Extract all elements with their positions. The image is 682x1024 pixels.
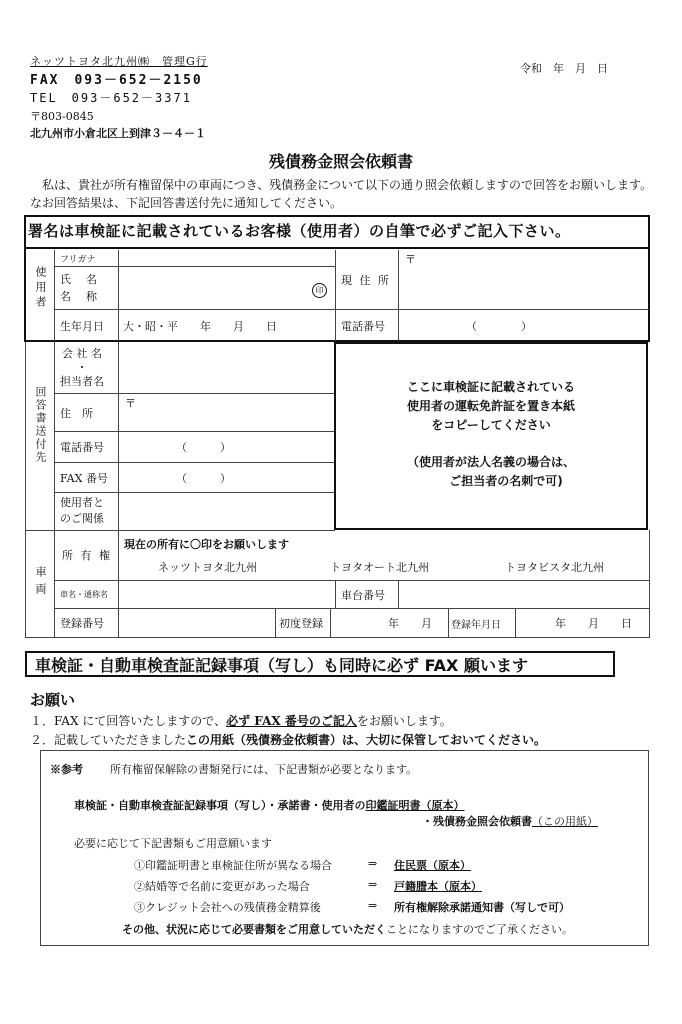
reg-label: 登録番号 [60,617,104,630]
closing-note: その他、状況に応じて必要書類をご用意していただくことになりますのでご了承ください。 [122,923,573,936]
furigana-label: フリガナ [60,255,96,265]
name-input[interactable] [120,268,332,308]
owner-option-vista[interactable]: トヨタビスタ北九州 [505,561,604,574]
first-reg-label: 初度登録 [279,617,323,630]
reg-date-label: 登録年月日 [451,619,501,631]
address-mark[interactable]: 〒 [405,253,416,266]
reg-date-value[interactable]: 年 月 日 [555,617,632,630]
owner-label: 所 有 権 [62,549,112,562]
company-line: ネッツトヨタ北九州㈱ 管理G行 [30,55,208,68]
postal-code: 〒803-0845 [30,110,94,123]
company-label: 会 社 名 ・ 担当者名 [60,347,104,388]
fax-banner: 車検証・自動車検査証記録事項（写し）も同時に必ず FAX 願います [25,651,615,677]
case-1: ①印鑑証明書と車検証住所が異なる場合 [134,859,332,872]
name-label: 氏 名 名 称 [60,273,99,303]
reply-section-label: 回答書送付先 [34,386,47,464]
first-reg-value[interactable]: 年 月 [388,617,432,630]
case-2-doc: 戸籍謄本（原本） [394,880,482,893]
request-item-2: ２．記載していただきましたこの用紙（残債務金依頼書）は、大切に保管しておいてください。 [30,733,547,747]
vehicle-section-label: 車両 [34,566,47,600]
fax-input[interactable]: （ ） [176,471,231,485]
reply-phone-input[interactable]: （ ） [176,441,231,454]
tel-number: TEL 093－652－3371 [30,91,192,105]
relation-label: 使用者と のご関係 [60,496,104,525]
user-phone-input[interactable]: （ ） [466,319,532,333]
case-1-doc: 住民票（原本） [394,859,471,872]
page-title: 残債務金照会依頼書 [268,152,413,171]
chassis-label: 車台番号 [341,588,385,602]
case-3: ③クレジット会社への残債務金精算後 [134,901,321,914]
arrow-2: ⇒ [368,878,378,891]
required-docs-line1: 車検証・自動車検査証記録事項（写し）・承諾書・使用者の印鑑証明書（原本） [74,799,465,812]
extra-note: 必要に応じて下記書類もご用意願います [74,837,272,850]
requests-heading: お願い [30,691,76,709]
user-phone-label: 電話番号 [341,319,385,333]
reply-phone-label: 電話番号 [60,441,104,454]
reply-address-mark[interactable]: 〒 [125,397,136,410]
fax-number: FAX 093－652－2150 [30,73,203,88]
reference-text: 所有権留保解除の書類発行には、下記書類が必要となります。 [110,763,418,776]
car-name-label: 車名・通称名 [60,590,108,599]
owner-note: 現在の所有に〇印をお願いします [124,538,289,551]
birth-value[interactable]: 大・昭・平 年 月 日 [123,319,277,333]
intro-text: 私は、貴社が所有権留保中の車両につき、残債務金について以下の通り照会依頼しますので回答をお願いします。なお回答結果は、下記回答書送付先に通知してください。 [30,178,653,210]
sign-note: 署名は車検証に記載されているお客様（使用者）の自筆で必ずご記入下さい。 [28,222,571,240]
address: 北九州市小倉北区上到津３－４－１ [30,127,206,140]
case-2: ②結婚等で名前に変更があった場合 [134,880,310,893]
owner-option-netz[interactable]: ネッツトヨタ北九州 [158,561,257,574]
arrow-1: ⇒ [368,857,378,870]
request-item-1: １．FAX にて回答いたしますので、必ず FAX 番号のご記入をお願いします。 [30,714,452,728]
required-docs-line2: ・残債務金照会依頼書（この用紙） [422,815,598,828]
reference-label: ※参考 [50,763,83,776]
address-label: 現 住 所 [341,274,391,287]
case-3-doc: 所有権解除承諾通知書（写しで可） [394,901,570,914]
arrow-3: ⇒ [368,899,378,912]
fax-label: FAX 番号 [60,471,108,485]
user-section-label: 使用者 [34,266,47,311]
license-copy-instructions: ここに車検証に記載されている 使用者の運転免許証を置き本紙 をコピーしてください （使用者が法人名義の場合は、 ご担当者の名刺で可) [406,380,575,488]
date-field[interactable]: 令和 年 月 日 [520,62,608,75]
birth-label: 生年月日 [60,319,104,333]
seal-icon: 印 [312,283,327,298]
owner-option-auto[interactable]: トヨタオート北九州 [330,561,429,574]
reply-address-label: 住 所 [60,406,93,420]
